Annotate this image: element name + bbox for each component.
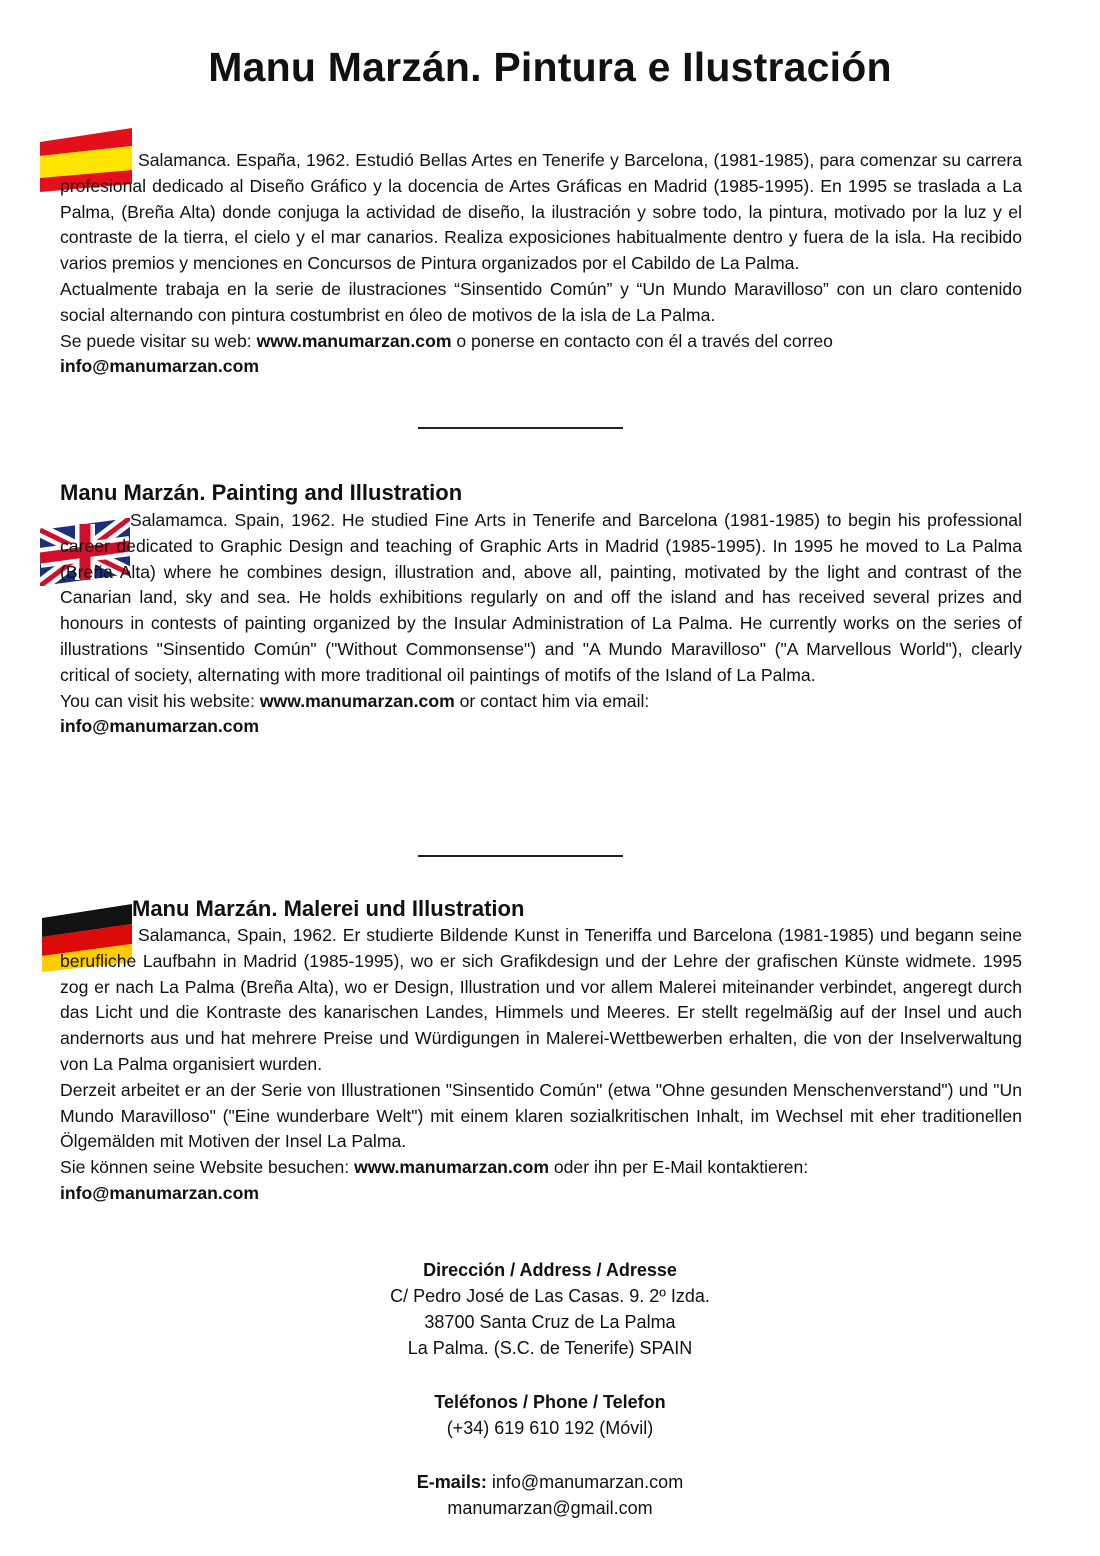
address-line-2: 38700 Santa Cruz de La Palma [424, 1312, 676, 1332]
address-line-1: C/ Pedro José de Las Casas. 9. 2º Izda. [390, 1286, 710, 1306]
divider-2 [418, 855, 623, 857]
german-section [60, 895, 1022, 1207]
spanish-email-intro: o ponerse en contacto con él a través del correo [451, 330, 833, 351]
phone-block [0, 1389, 1100, 1441]
spanish-website-link[interactable]: www.manumarzan.com [256, 330, 452, 351]
english-body [60, 508, 1022, 740]
phone-number[interactable]: (+34) 619 610 192 (Móvil) [446, 1418, 654, 1438]
english-paragraph-1: Salamamca. Spain, 1962. He studied Fine Arts in Tenerife and Barcelona (1981-1985) to begin his professional career dedicated to Graphic Design and teaching of Graphic Arts in Madrid (1985-1995). In 1995 he moved to La Palma (Breña Alta) where he combines design, illustration and, above all, painting, motivated by the light and contrast of the Canarian land, sky and sea. He holds exhibitions regularly on and off the island and has received several prizes and honours in contests of painting organized by the Insular Administration of La Palma. He currently works on the series of illustrations "Sinsentido Común" ("Without Commonsense") and "A Mundo Maravilloso" ("A Marvellous World"), clearly critical of society, alternating with more traditional oil paintings of motifs of the Island of La Palma. [60, 510, 1022, 685]
emails-label: E-mails: [416, 1472, 487, 1492]
english-web-intro: You can visit his website: [60, 690, 260, 711]
address-line-3: La Palma. (S.C. de Tenerife) SPAIN [407, 1338, 693, 1358]
german-heading: Manu Marzán. Malerei und Illustration [132, 896, 525, 921]
german-web-intro: Sie können seine Website besuchen: [60, 1157, 355, 1178]
english-email-intro: or contact him via email: [454, 690, 650, 711]
german-email-link[interactable]: info@manumarzan.com [60, 1182, 259, 1203]
spanish-paragraph-3 [60, 329, 1022, 381]
german-paragraph-2: Derzeit arbeitet er an der Serie von Illustrationen "Sinsentido Común" (etwa "Ohne gesunden Menschenverstand") und "Un Mundo Maravilloso" ("Eine wunderbare Welt") mit einem klaren sozialkritischen Inhalt, im Wechsel mit eher traditionellen Ölgemälden mit Motiven der Insel La Palma. [60, 1079, 1022, 1152]
german-email-intro: oder ihn per E-Mail kontaktieren: [548, 1157, 809, 1178]
english-email-link[interactable]: info@manumarzan.com [60, 716, 259, 737]
english-section [60, 479, 1022, 507]
spanish-bio [60, 148, 1022, 380]
spanish-email-link[interactable]: info@manumarzan.com [60, 356, 259, 377]
address-block [0, 1257, 1100, 1361]
contact-email-1[interactable]: info@manumarzan.com [491, 1472, 684, 1492]
german-website-link[interactable]: www.manumarzan.com [354, 1157, 549, 1178]
phone-label: Teléfonos / Phone / Telefon [434, 1392, 666, 1412]
spanish-paragraph-2: Actualmente trabaja en la serie de ilustraciones “Sinsentido Común” y “Un Mundo Maravilloso” con un claro contenido social alternando con pintura costumbrist en óleo de motivos de la isla de La Palma. [60, 278, 1022, 325]
contact-block [0, 1257, 1100, 1521]
german-paragraph-3 [60, 1155, 1022, 1207]
german-paragraph-1: Salamanca, Spain, 1962. Er studierte Bildende Kunst in Teneriffa und Barcelona (1981-1985) und begann seine berufliche Laufbahn in Madrid (1985-1995), wo er sich Grafikdesign und der Lehre der grafischen Künste widmete. 1995 zog er nach La Palma (Breña Alta), wo er Design, Illustration und vor allem Malerei miteinander verbindet, angeregt durch das Licht und die Kontraste des kanarischen Landes, Himmels und Meeres. Er stellt regelmäßig auf der Insel und auch andernorts aus und hat mehrere Preise und Würdigungen in Malerei-Wettbewerben erhalten, die von der Inselverwaltung von La Palma organisiert wurden. [60, 925, 1022, 1074]
english-heading: Manu Marzán. Painting and Illustration [60, 480, 463, 505]
page-title: Manu Marzán. Pintura e Ilustración [208, 44, 892, 90]
address-label: Dirección / Address / Adresse [423, 1260, 677, 1280]
divider-1 [418, 427, 623, 429]
spanish-web-intro: Se puede visitar su web: [60, 330, 257, 351]
email-block [0, 1469, 1100, 1521]
spanish-paragraph-1: Salamanca. España, 1962. Estudió Bellas Artes en Tenerife y Barcelona, (1981-1985), para comenzar su carrera profesional dedicado al Diseño Gráfico y la docencia de Artes Gráficas en Madrid (1985-1995). En 1995 se traslada a La Palma, (Breña Alta) donde conjuga la actividad de diseño, la ilustración y sobre todo, la pintura, motivado por la luz y el contraste de la tierra, el cielo y el mar canarios. Realiza exposiciones habitualmente dentro y fuera de la isla. Ha recibido varios premios y menciones en Concursos de Pintura organizados por el Cabildo de La Palma. [60, 150, 1022, 274]
contact-email-2[interactable]: manumarzan@gmail.com [447, 1498, 653, 1518]
spanish-section [60, 148, 1022, 380]
english-website-link[interactable]: www.manumarzan.com [259, 690, 455, 711]
english-paragraph-2 [60, 689, 1022, 741]
